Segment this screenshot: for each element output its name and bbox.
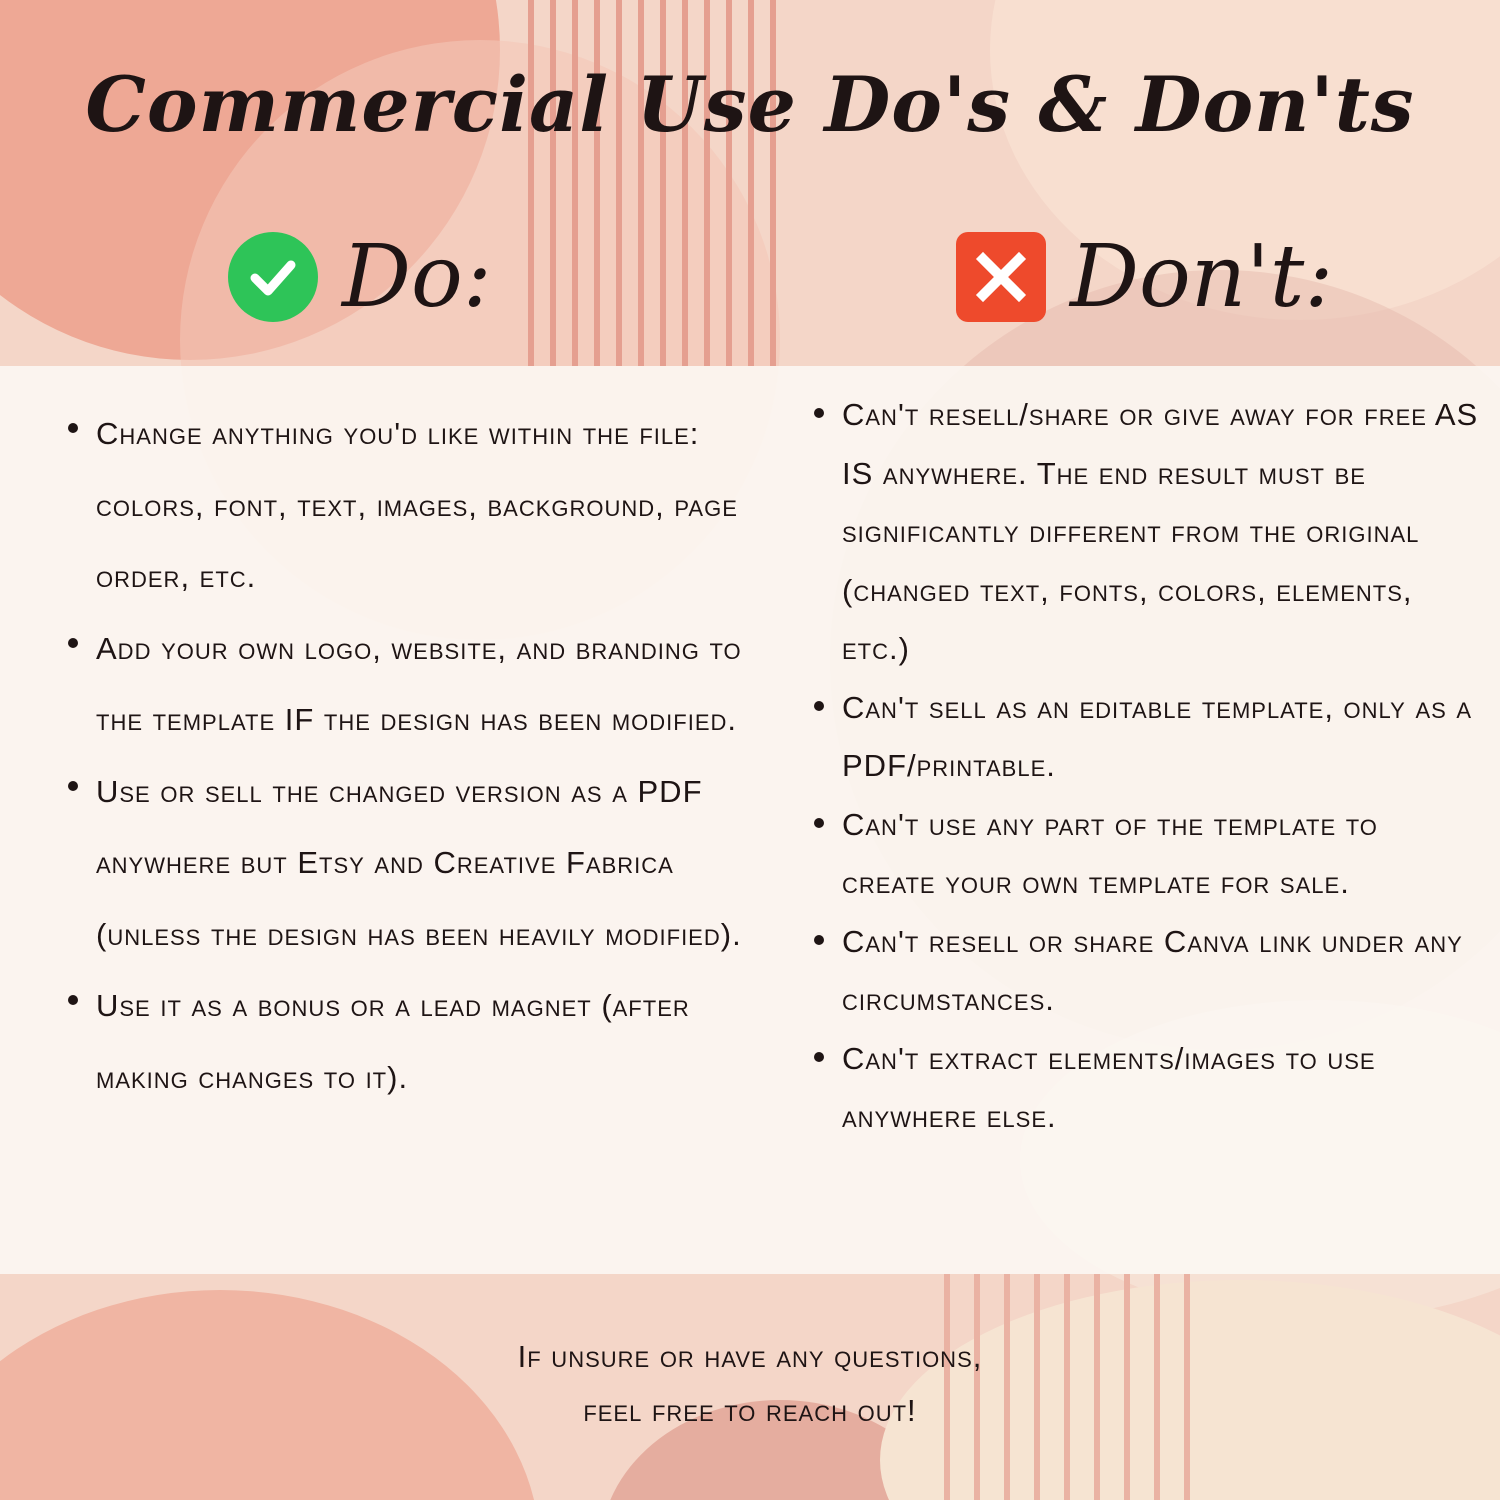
do-heading-label: Do: xyxy=(342,227,492,327)
dont-item-text: Can't resell/share or give away for free AS IS anywhere. The end result must be significantly different from the original (changed text, fonts, colors, elements, etc.) xyxy=(842,397,1479,666)
list-item xyxy=(808,796,1480,913)
list-item xyxy=(62,756,752,971)
do-heading xyxy=(228,222,492,332)
do-item-text: Add your own logo, website, and branding to the template IF the design has been modified. xyxy=(96,630,742,737)
do-list xyxy=(62,398,752,1113)
check-icon xyxy=(228,232,318,322)
bg-stripes-top xyxy=(528,0,788,366)
dont-item-text: Can't use any part of the template to create your own template for sale. xyxy=(842,806,1378,900)
footer-line-2: feel free to reach out! xyxy=(583,1393,917,1428)
do-item-text: Use it as a bonus or a lead magnet (after making changes to it). xyxy=(96,988,690,1095)
list-item xyxy=(808,679,1480,796)
list-item xyxy=(808,386,1480,679)
list-item xyxy=(62,398,752,613)
dont-heading xyxy=(956,222,1333,332)
x-icon xyxy=(956,232,1046,322)
dont-item-text: Can't extract elements/images to use anywhere else. xyxy=(842,1040,1376,1134)
list-item xyxy=(62,613,752,756)
list-item xyxy=(62,970,752,1113)
dont-heading-label: Don't: xyxy=(1070,227,1334,327)
footer-note xyxy=(0,1330,1500,1438)
do-item-text: Use or sell the changed version as a PDF anywhere but Etsy and Creative Fabrica (unless the design has been heavily modified). xyxy=(96,773,742,952)
footer-line-1: If unsure or have any questions, xyxy=(517,1339,983,1374)
list-item xyxy=(808,913,1480,1030)
dont-list xyxy=(808,386,1480,1147)
do-item-text: Change anything you'd like within the file: colors, font, text, images, background, page order, etc. xyxy=(96,416,738,594)
dont-item-text: Can't resell or share Canva link under any circumstances. xyxy=(842,923,1463,1017)
list-item xyxy=(808,1030,1480,1147)
page-title: Commercial Use Do's & Don'ts xyxy=(85,60,1415,149)
dont-item-text: Can't sell as an editable template, only as a PDF/printable. xyxy=(842,689,1473,783)
